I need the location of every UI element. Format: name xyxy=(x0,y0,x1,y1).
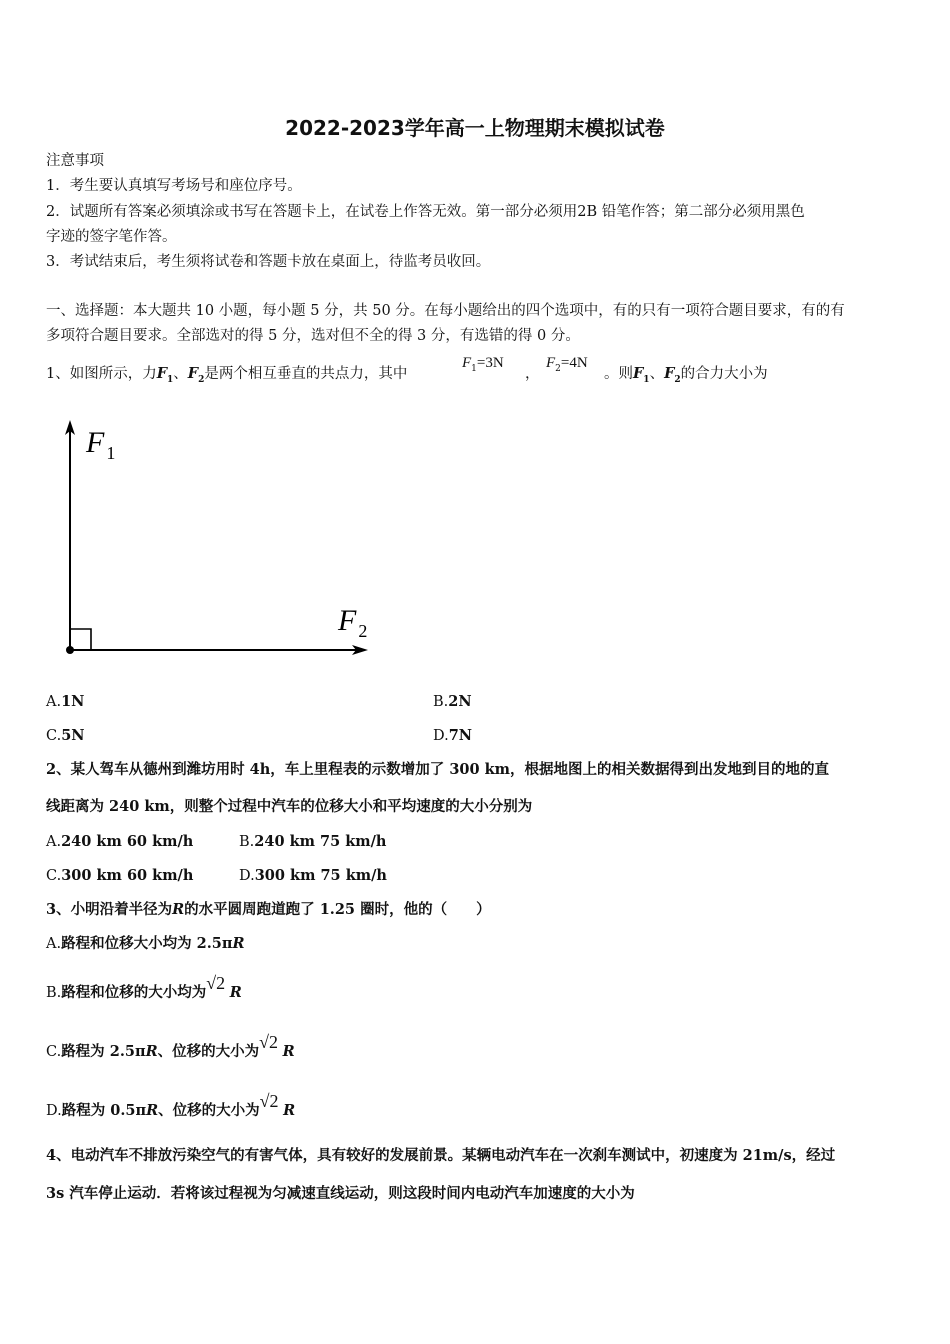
option-d[interactable]: D.7N xyxy=(433,727,473,744)
f2-label: F $_2$ xyxy=(338,604,368,641)
option-b[interactable]: B.路程和位移的大小均为√2 R xyxy=(46,973,242,1001)
question-2-stem: 线距离为 240 km，则整个过程中汽车的位移大小和平均速度的大小分别为 xyxy=(46,798,533,815)
comma: ， xyxy=(525,366,540,382)
question-1-stem-end: 。则$F_1$、$F_2$的合力大小为 xyxy=(604,365,768,385)
question-3-stem: 3、小明沿着半径为R的水平圆周跑道跑了 1.25 圈时，他的（ ） xyxy=(46,901,491,918)
option-b[interactable]: B.240 km 75 km/h xyxy=(239,833,387,850)
notice-item: 3．考试结束后，考生须将试卷和答题卡放在桌面上，待监考员收回。 xyxy=(46,254,491,270)
option-a[interactable]: A.1N xyxy=(46,693,85,710)
force-diagram xyxy=(50,410,390,670)
option-c[interactable]: C.路程为 2.5πR、位移的大小为√2 R xyxy=(46,1032,295,1060)
equation-f1: $F_1=3N$ xyxy=(462,355,504,375)
notice-item: 字迹的签字笔作答。 xyxy=(46,229,177,245)
question-4-stem: 3s 汽车停止运动．若将该过程视为匀减速直线运动，则这段时间内电动汽车加速度的大小为 xyxy=(46,1185,635,1202)
origin-point xyxy=(66,646,74,654)
right-angle-mark xyxy=(70,629,91,650)
notice-item: 2．试题所有答案必须填涂或书写在答题卡上，在试卷上作答无效。第一部分必须用2B 铅笔作答；第二部分必须用黑色 xyxy=(46,204,805,220)
option-c[interactable]: C.300 km 60 km/h xyxy=(46,867,194,884)
equation-f2: $F_2=4N$ xyxy=(546,355,588,375)
question-1-stem: 1、如图所示，力$F_1$、$F_2$是两个相互垂直的共点力，其中 xyxy=(46,365,408,385)
option-d[interactable]: D.300 km 75 km/h xyxy=(239,867,387,884)
notice-heading: 注意事项 xyxy=(46,153,104,169)
page-title: 2022-2023学年高一上物理期末模拟试卷 xyxy=(285,116,665,140)
question-2-stem: 2、某人驾车从德州到潍坊用时 4h，车上里程表的示数增加了 300 km，根据地图上的相关数据得到出发地到目的地的直 xyxy=(46,761,830,778)
option-a[interactable]: A.路程和位移大小均为 2.5πR xyxy=(46,935,245,952)
question-4-stem: 4、电动汽车不排放污染空气的有害气体，具有较好的发展前景。某辆电动汽车在一次刹车测试中，初速度为 21m/s，经过 xyxy=(46,1147,836,1164)
option-c[interactable]: C.5N xyxy=(46,727,85,744)
section-instructions: 多项符合题目要求。全部选对的得 5 分，选对但不全的得 3 分，有选错的得 0 分。 xyxy=(46,328,580,344)
f1-label: F $_1$ xyxy=(86,426,116,463)
option-b[interactable]: B.2N xyxy=(433,693,472,710)
section-instructions: 一、选择题：本大题共 10 小题，每小题 5 分，共 50 分。在每小题给出的四个选项中，有的只有一项符合题目要求，有的有 xyxy=(46,303,845,319)
notice-item: 1．考生要认真填写考场号和座位序号。 xyxy=(46,178,302,194)
option-a[interactable]: A.240 km 60 km/h xyxy=(46,833,194,850)
option-d[interactable]: D.路程为 0.5πR、位移的大小为√2 R xyxy=(46,1091,296,1119)
